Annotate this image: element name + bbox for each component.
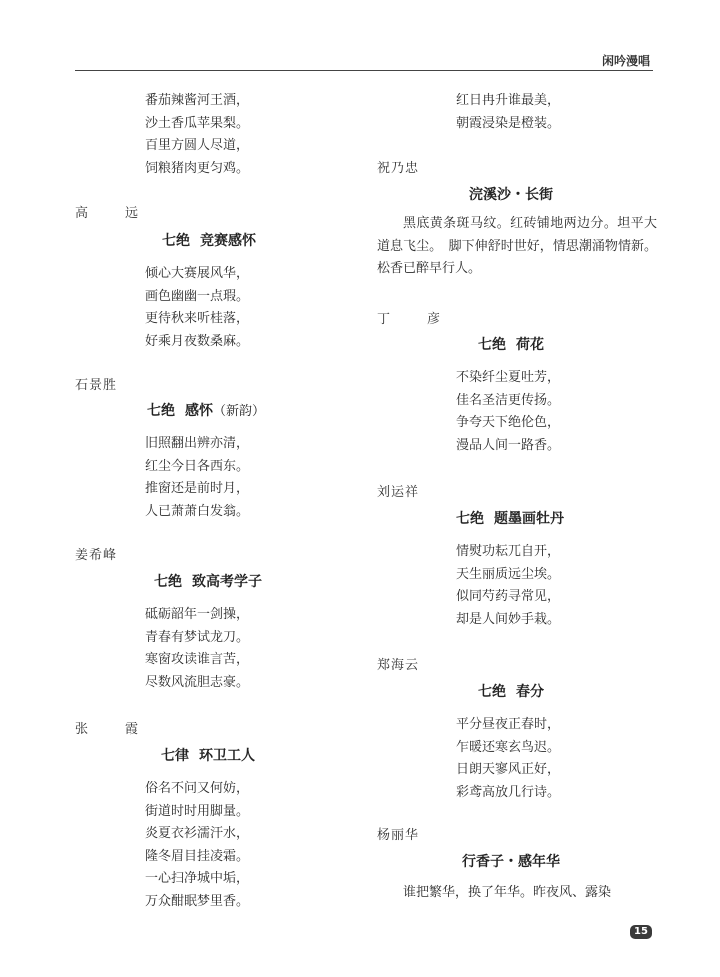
- poem-line: 青春有梦试龙刀。: [145, 629, 250, 645]
- author-name: 丁 彦: [377, 312, 453, 327]
- poem-title-text: 春分: [516, 684, 544, 700]
- ci-paragraph: 黑底黄条斑马纹。红砖铺地两边分。坦平大道息飞尘。 脚下伸舒时世好，情思潮涌物情新。松香已醉早行人。: [377, 216, 657, 276]
- poem-title: [162, 230, 402, 250]
- author-name: 姜希峰: [75, 548, 118, 563]
- author-name: 祝乃忠: [377, 161, 420, 176]
- poem-form: 七绝: [478, 684, 506, 700]
- poem-title-text: 环卫工人: [199, 748, 255, 764]
- poem-line: 红尘今日各西东。: [145, 458, 250, 474]
- poem-line: 漫品人间一路香。: [456, 437, 561, 453]
- poem-lines: [145, 263, 249, 353]
- poem-form: 七绝: [162, 233, 190, 249]
- poem-line: 街道时时用脚量。: [145, 803, 250, 819]
- poem-line: 寒窗攻读谁言苦，: [145, 652, 250, 667]
- poem-line: 隆冬眉目挂凌霜。: [145, 848, 250, 864]
- poem-line: 番茄辣酱河王酒，: [145, 93, 250, 108]
- poem-title-text: 题墨画牡丹: [494, 511, 564, 527]
- poem-line: 砥砺韶年一剑操，: [145, 607, 250, 622]
- poem-title: [147, 400, 387, 420]
- author-name: 高 远: [75, 206, 151, 221]
- poem-line: 日朗天寥风正好，: [456, 762, 561, 777]
- poem-title-text: 感怀: [185, 403, 213, 419]
- poem-line: 天生丽质远尘埃。: [456, 566, 561, 582]
- poem-line: 炎夏衣衫濡汗水，: [145, 826, 250, 841]
- ci-text: [377, 213, 657, 281]
- poem-form: 七绝: [456, 511, 484, 527]
- ci-paragraph: 谁把繁华，换了年华。昨夜风、露染: [403, 885, 612, 900]
- poem-line: 旧照翻出辨亦清，: [145, 436, 250, 451]
- author-name: 石景胜: [75, 378, 118, 393]
- ci-title: 行香子・感年华: [462, 854, 560, 870]
- running-header: 闲吟漫唱: [601, 54, 650, 68]
- poem-line: 饲粮猪肉更匀鸡。: [145, 160, 250, 176]
- poem-subtitle: （新韵）: [213, 404, 266, 419]
- poem-title: [478, 681, 720, 701]
- poem-title-text: 致高考学子: [192, 574, 262, 590]
- poem-title: [456, 508, 720, 528]
- poem-line: 推窗还是前时月，: [145, 481, 250, 496]
- poem-line: 倾心大赛展风华，: [145, 266, 250, 281]
- poem-line: 更待秋来听桂落，: [145, 311, 250, 326]
- poem-line: 画色幽幽一点瑕。: [145, 288, 250, 304]
- poem-line: 好乘月夜数桑麻。: [145, 333, 250, 349]
- continued-poem: [456, 90, 560, 135]
- poem-line: 彩鸢高放几行诗。: [456, 784, 561, 800]
- poem-lines: [456, 714, 560, 804]
- poem-lines: [456, 367, 560, 457]
- poem-line: 俗名不问又何妨，: [145, 781, 250, 796]
- author-name: 刘运祥: [377, 485, 420, 500]
- ci-text: [377, 882, 657, 905]
- poem-line: 一心扫净城中垢，: [145, 871, 250, 886]
- poem-lines: [456, 541, 560, 631]
- poem-line: 沙土香瓜苹果梨。: [145, 115, 250, 131]
- poem-title: [478, 334, 720, 354]
- poem-line: 却是人间妙手栽。: [456, 611, 561, 627]
- header-rule: [75, 70, 653, 71]
- page-number: 15: [630, 925, 652, 939]
- poem-form: 七绝: [147, 403, 175, 419]
- poem-title-text: 荷花: [516, 337, 544, 353]
- poem-title-text: 竞赛感怀: [200, 233, 256, 249]
- poem-line: 红日冉升谁最美，: [456, 93, 561, 108]
- poem-line: 百里方圆人尽道，: [145, 138, 250, 153]
- poem-line: 人已萧萧白发翁。: [145, 503, 250, 519]
- poem-line: 乍暖还寒玄鸟迟。: [456, 739, 561, 755]
- poem-form: 七绝: [154, 574, 182, 590]
- ci-title: 浣溪沙・长街: [469, 187, 553, 203]
- continued-poem: [145, 90, 249, 180]
- poem-lines: [145, 433, 249, 523]
- poem-line: 朝霞浸染是橙装。: [456, 115, 561, 131]
- author-name: 杨丽华: [377, 828, 420, 843]
- poem-line: 尽数风流胆志豪。: [145, 674, 250, 690]
- poem-line: 似同芍药寻常见，: [456, 589, 561, 604]
- poem-line: 平分昼夜正春时，: [456, 717, 561, 732]
- poem-line: 佳名圣洁更传扬。: [456, 392, 561, 408]
- poem-lines: [145, 778, 249, 913]
- poem-line: 万众酣眠梦里香。: [145, 893, 250, 909]
- poem-line: 情熨功耘兀自开，: [456, 544, 561, 559]
- author-name: 张 霞: [75, 722, 151, 737]
- poem-lines: [145, 604, 249, 694]
- poem-form: 七律: [161, 748, 189, 764]
- poem-line: 争夸天下绝伦色，: [456, 415, 561, 430]
- poem-title: [154, 571, 394, 591]
- poem-line: 不染纤尘夏吐芳，: [456, 370, 561, 385]
- poem-form: 七绝: [478, 337, 506, 353]
- author-name: 郑海云: [377, 658, 420, 673]
- poem-title: [161, 745, 401, 765]
